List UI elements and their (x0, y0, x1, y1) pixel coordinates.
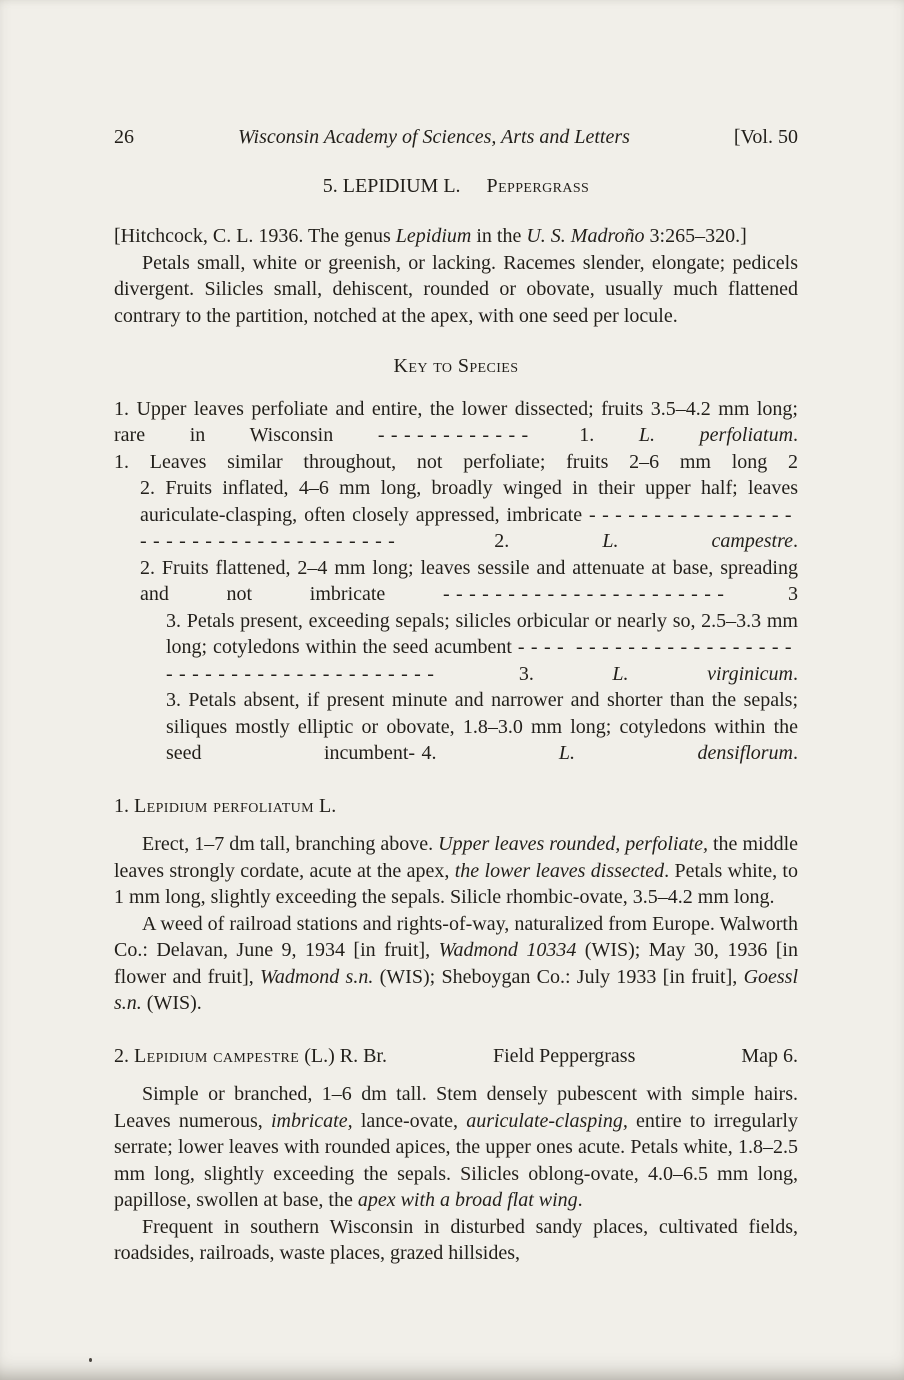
key-entry-2a: 2. Fruits inflated, 4–6 mm long, broadly winged in their upper half; leaves auriculate-clasping, often closely appressed, imbricate ------------------------------------ 2. L. campestre. (140, 477, 799, 552)
species-2-distribution: Frequent in southern Wisconsin in disturbed sandy places, cultivated fields, roadsides, railroads, waste places, grazed hillsides, (114, 1215, 798, 1264)
species-2-common-name: Field Peppergrass (492, 1044, 636, 1067)
species-2-map-reference: Map 6. (741, 1044, 798, 1067)
species-1-distribution: A weed of railroad stations and rights-of-way, naturalized from Europe. Walworth Co.: Delavan, June 9, 1934 [in fruit], Wadmond 10334 (WIS); May 30, 1936 [in flower and fruit], Wadmond s.n. (WIS); Sheboygan Co.: July 1933 [in fruit], Goessl s.n. (WIS). (114, 912, 799, 1014)
key-entry-3b: 3. Petals absent, if present minute and narrower and shorter than the sepals; siliques mostly elliptic or obovate, 1.8–3.0 mm long; cotyledons within the seed incumbent-4. L. densiflorum. (166, 689, 798, 764)
species-1-heading: 1. Lepidium perfoliatum L. (114, 794, 337, 817)
section-title (114, 173, 798, 200)
journal-title: Wisconsin Academy of Sciences, Arts and Letters (237, 126, 630, 148)
genus-common-name: Peppergrass (486, 174, 590, 197)
key-entry-1a: 1. Upper leaves perfoliate and entire, the lower dissected; fruits 3.5–4.2 mm long; rare in Wisconsin ------------ 1. L. perfoliatum. (114, 397, 799, 446)
genus-description-paragraph: Petals small, white or greenish, or lacking. Racemes slender, elongate; pedicels divergent. Silicles small, dehiscent, rounded or obovate, usually much flattened contrary to the partition, notched at the apex, with one seed per locule. (114, 251, 798, 327)
page-content (114, 124, 798, 1267)
species-2-name: 2. Lepidium campestre (L.) R. Br. (114, 1044, 387, 1067)
species-1-description: Erect, 1–7 dm tall, branching above. Upper leaves rounded, perfoliate, the middle leaves strongly cordate, acute at the apex, the lower leaves dissected. Petals white, to 1 mm long, slightly exceeding the sepals. Silicle rhombic-ovate, 3.5–4.2 mm long. (114, 833, 799, 908)
page-number: 26 (114, 126, 134, 148)
key-entry-2b: 2. Fruits flattened, 2–4 mm long; leaves sessile and attenuate at base, spreading and not imbricate ---------------------- 3 (140, 556, 799, 605)
key-entry-3a: 3. Petals present, exceeding sepals; silicles orbicular or nearly so, 2.5–3.3 mm long; cotyledons within the seed acumbent ---- -------------------------------------- 3. L. virginicum. (166, 609, 799, 685)
scan-artifact-speck (89, 1358, 92, 1362)
citation-paragraph: [Hitchcock, C. L. 1936. The genus Lepidium in the U. S. Madroño 3:265–320.] (114, 225, 747, 247)
species-2-description: Simple or branched, 1–6 dm tall. Stem densely pubescent with simple hairs. Leaves numerous, imbricate, lance-ovate, auriculate-clasping, entire to irregularly serrate; lower leaves with rounded apices, the upper ones acute. Petals white, 1.8–2.5 mm long, slightly exceeding the sepals. Silicles oblong-ovate, 4.0–6.5 mm long, papillose, swollen at base, the apex with a broad flat wing. (114, 1083, 798, 1211)
key-entry-1b: 1. Leaves similar throughout, not perfoliate; fruits 2–6 mm long 2 (114, 450, 799, 473)
running-header (114, 124, 798, 151)
key-heading: Key to Species (393, 355, 519, 377)
genus-heading: 5. LEPIDIUM L. (322, 174, 461, 197)
species-2-heading (114, 1043, 798, 1070)
volume-label: [Vol. 50 (733, 126, 798, 148)
